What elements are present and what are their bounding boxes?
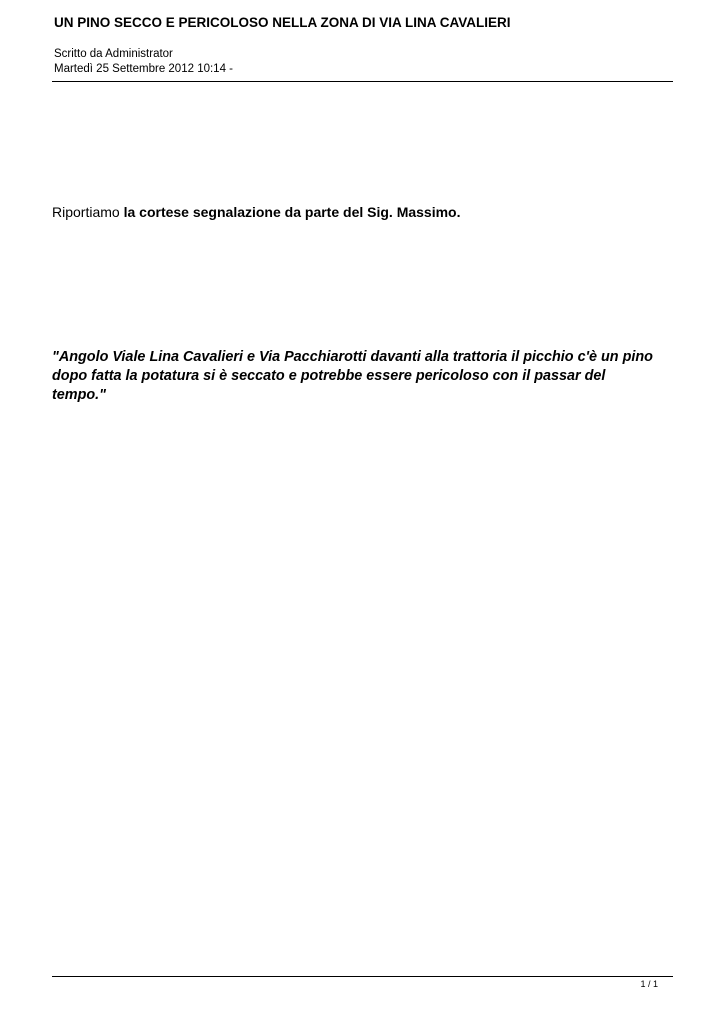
quote-line: tempo." xyxy=(52,387,106,403)
quote-line: dopo fatta la potatura si è seccato e potrebbe essere pericoloso con il passar del xyxy=(52,368,606,384)
author-line: Scritto da Administrator xyxy=(54,48,173,60)
intro-paragraph xyxy=(52,204,461,220)
intro-text: Riportiamo xyxy=(52,204,124,220)
header-divider xyxy=(52,81,673,82)
date-line: Martedì 25 Settembre 2012 10:14 - xyxy=(54,63,233,75)
quote-paragraph xyxy=(52,348,682,405)
quote-line: "Angolo Viale Lina Cavalieri e Via Pacchiarotti davanti alla trattoria il picchio c'è un pino xyxy=(52,349,653,365)
intro-bold-text: la cortese segnalazione da parte del Sig. Massimo. xyxy=(123,204,461,220)
footer-divider xyxy=(52,976,673,977)
article-meta xyxy=(54,47,233,77)
page-number: 1 / 1 xyxy=(640,979,658,989)
page-title: UN PINO SECCO E PERICOLOSO NELLA ZONA DI VIA LINA CAVALIERI xyxy=(54,15,511,30)
